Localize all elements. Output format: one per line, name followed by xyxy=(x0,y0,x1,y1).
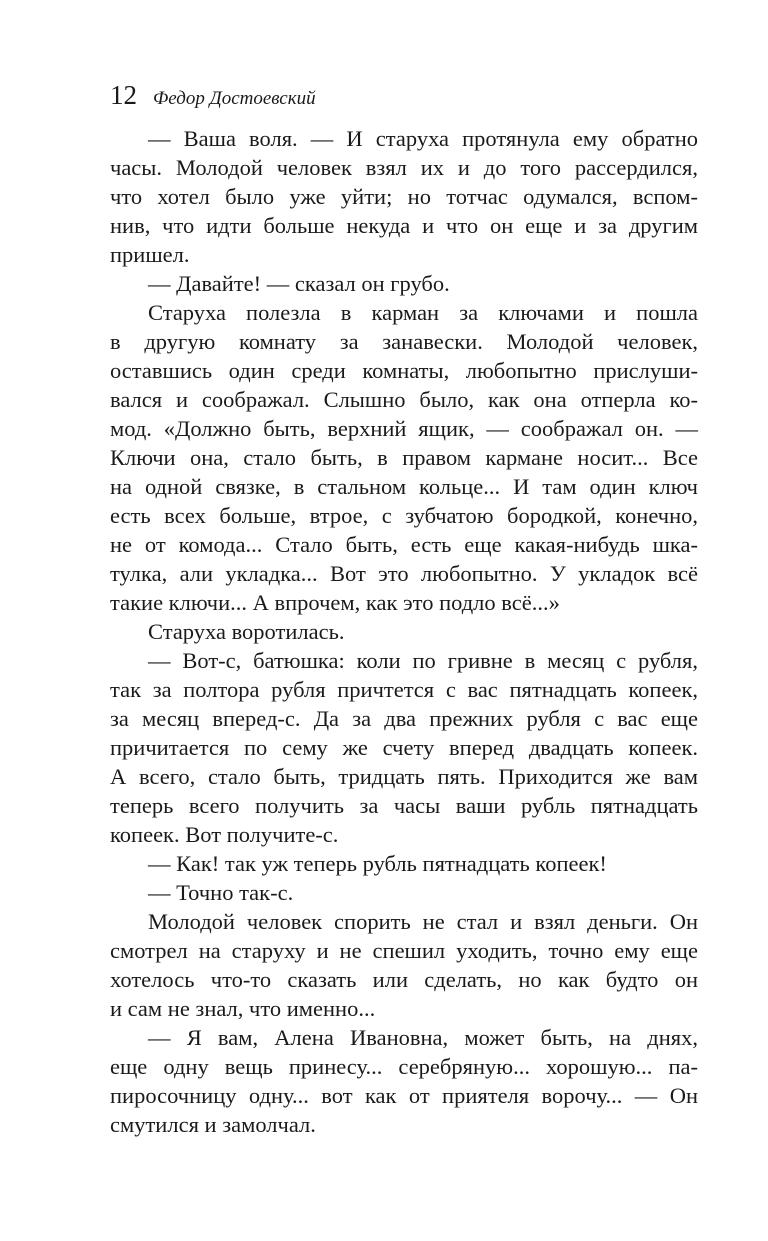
text-line: такие ключи... А впрочем, как это подло всё...» xyxy=(110,590,560,615)
text-line: А всего, стало быть, тридцать пять. Приходится же вам xyxy=(110,764,698,789)
text-line: тулка, али укладка... Вот это любопытно. У укладок всё xyxy=(110,561,698,586)
text-line: на одной связке, в стальном кольце... И там один ключ xyxy=(110,474,698,499)
page-number: 12 xyxy=(110,80,137,110)
text-line: — Как! так уж теперь рубль пятнадцать копеек! xyxy=(148,851,607,876)
text-line: хотелось что-то сказать или сделать, но как будто он xyxy=(110,967,698,992)
text-line: — Вот-с, батюшка: коли по гривне в месяц с рубля, xyxy=(148,648,698,673)
text-line: в другую комнату за занавески. Молодой человек, xyxy=(110,329,698,354)
text-line: Старуха воротилась. xyxy=(148,619,345,644)
text-line: — Ваша воля. — И старуха протянула ему обратно xyxy=(148,126,698,151)
text-line: оставшись один среди комнаты, любопытно прислуши- xyxy=(110,358,698,383)
text-line: так за полтора рубля причтется с вас пятнадцать копеек, xyxy=(110,677,698,702)
text-line: нив, что идти больше некуда и что он еще и за другим xyxy=(110,213,698,238)
text-line: — Давайте! — сказал он грубо. xyxy=(148,271,450,296)
page-text xyxy=(110,124,698,1139)
text-line: есть всех больше, втрое, с зубчатою бородкой, конечно, xyxy=(110,503,698,528)
text-line: не от комода... Стало быть, есть еще какая-нибудь шка- xyxy=(110,532,698,557)
text-line: Старуха полезла в карман за ключами и пошла xyxy=(148,300,698,325)
text-line: вался и соображал. Слышно было, как она отперла ко- xyxy=(110,387,698,412)
text-line: копеек. Вот получите-с. xyxy=(110,822,339,847)
text-line: Ключи она, стало быть, в правом кармане носит... Все xyxy=(110,445,698,470)
text-line: — Я вам, Алена Ивановна, может быть, на днях, xyxy=(148,1025,698,1050)
text-line: еще одну вещь принесу... серебряную... хорошую... па- xyxy=(110,1054,698,1079)
text-line: смутился и замолчал. xyxy=(110,1112,316,1137)
text-line: пришел. xyxy=(110,242,190,267)
text-line: что хотел было уже уйти; но тотчас одумался, вспом- xyxy=(110,184,698,209)
text-line: причитается по сему же счету вперед двадцать копеек. xyxy=(110,735,698,760)
text-line: смотрел на старуху и не спешил уходить, точно ему еще xyxy=(110,938,698,963)
text-line: теперь всего получить за часы ваши рубль пятнадцать xyxy=(110,793,698,818)
text-line: за месяц вперед-с. Да за два прежних рубля с вас еще xyxy=(110,706,698,731)
text-line: часы. Молодой человек взял их и до того рассердился, xyxy=(110,155,698,180)
text-line: Молодой человек спорить не стал и взял деньги. Он xyxy=(148,909,698,934)
text-line: и сам не знал, что именно... xyxy=(110,996,376,1021)
text-line: мод. «Должно быть, верхний ящик, — соображал он. — xyxy=(110,416,698,441)
page-header xyxy=(110,78,316,112)
text-line: — Точно так-с. xyxy=(148,880,294,905)
running-title: Федор Достоевский xyxy=(153,88,316,109)
text-line: пиросочницу одну... вот как от приятеля ворочу... — Он xyxy=(110,1083,698,1108)
